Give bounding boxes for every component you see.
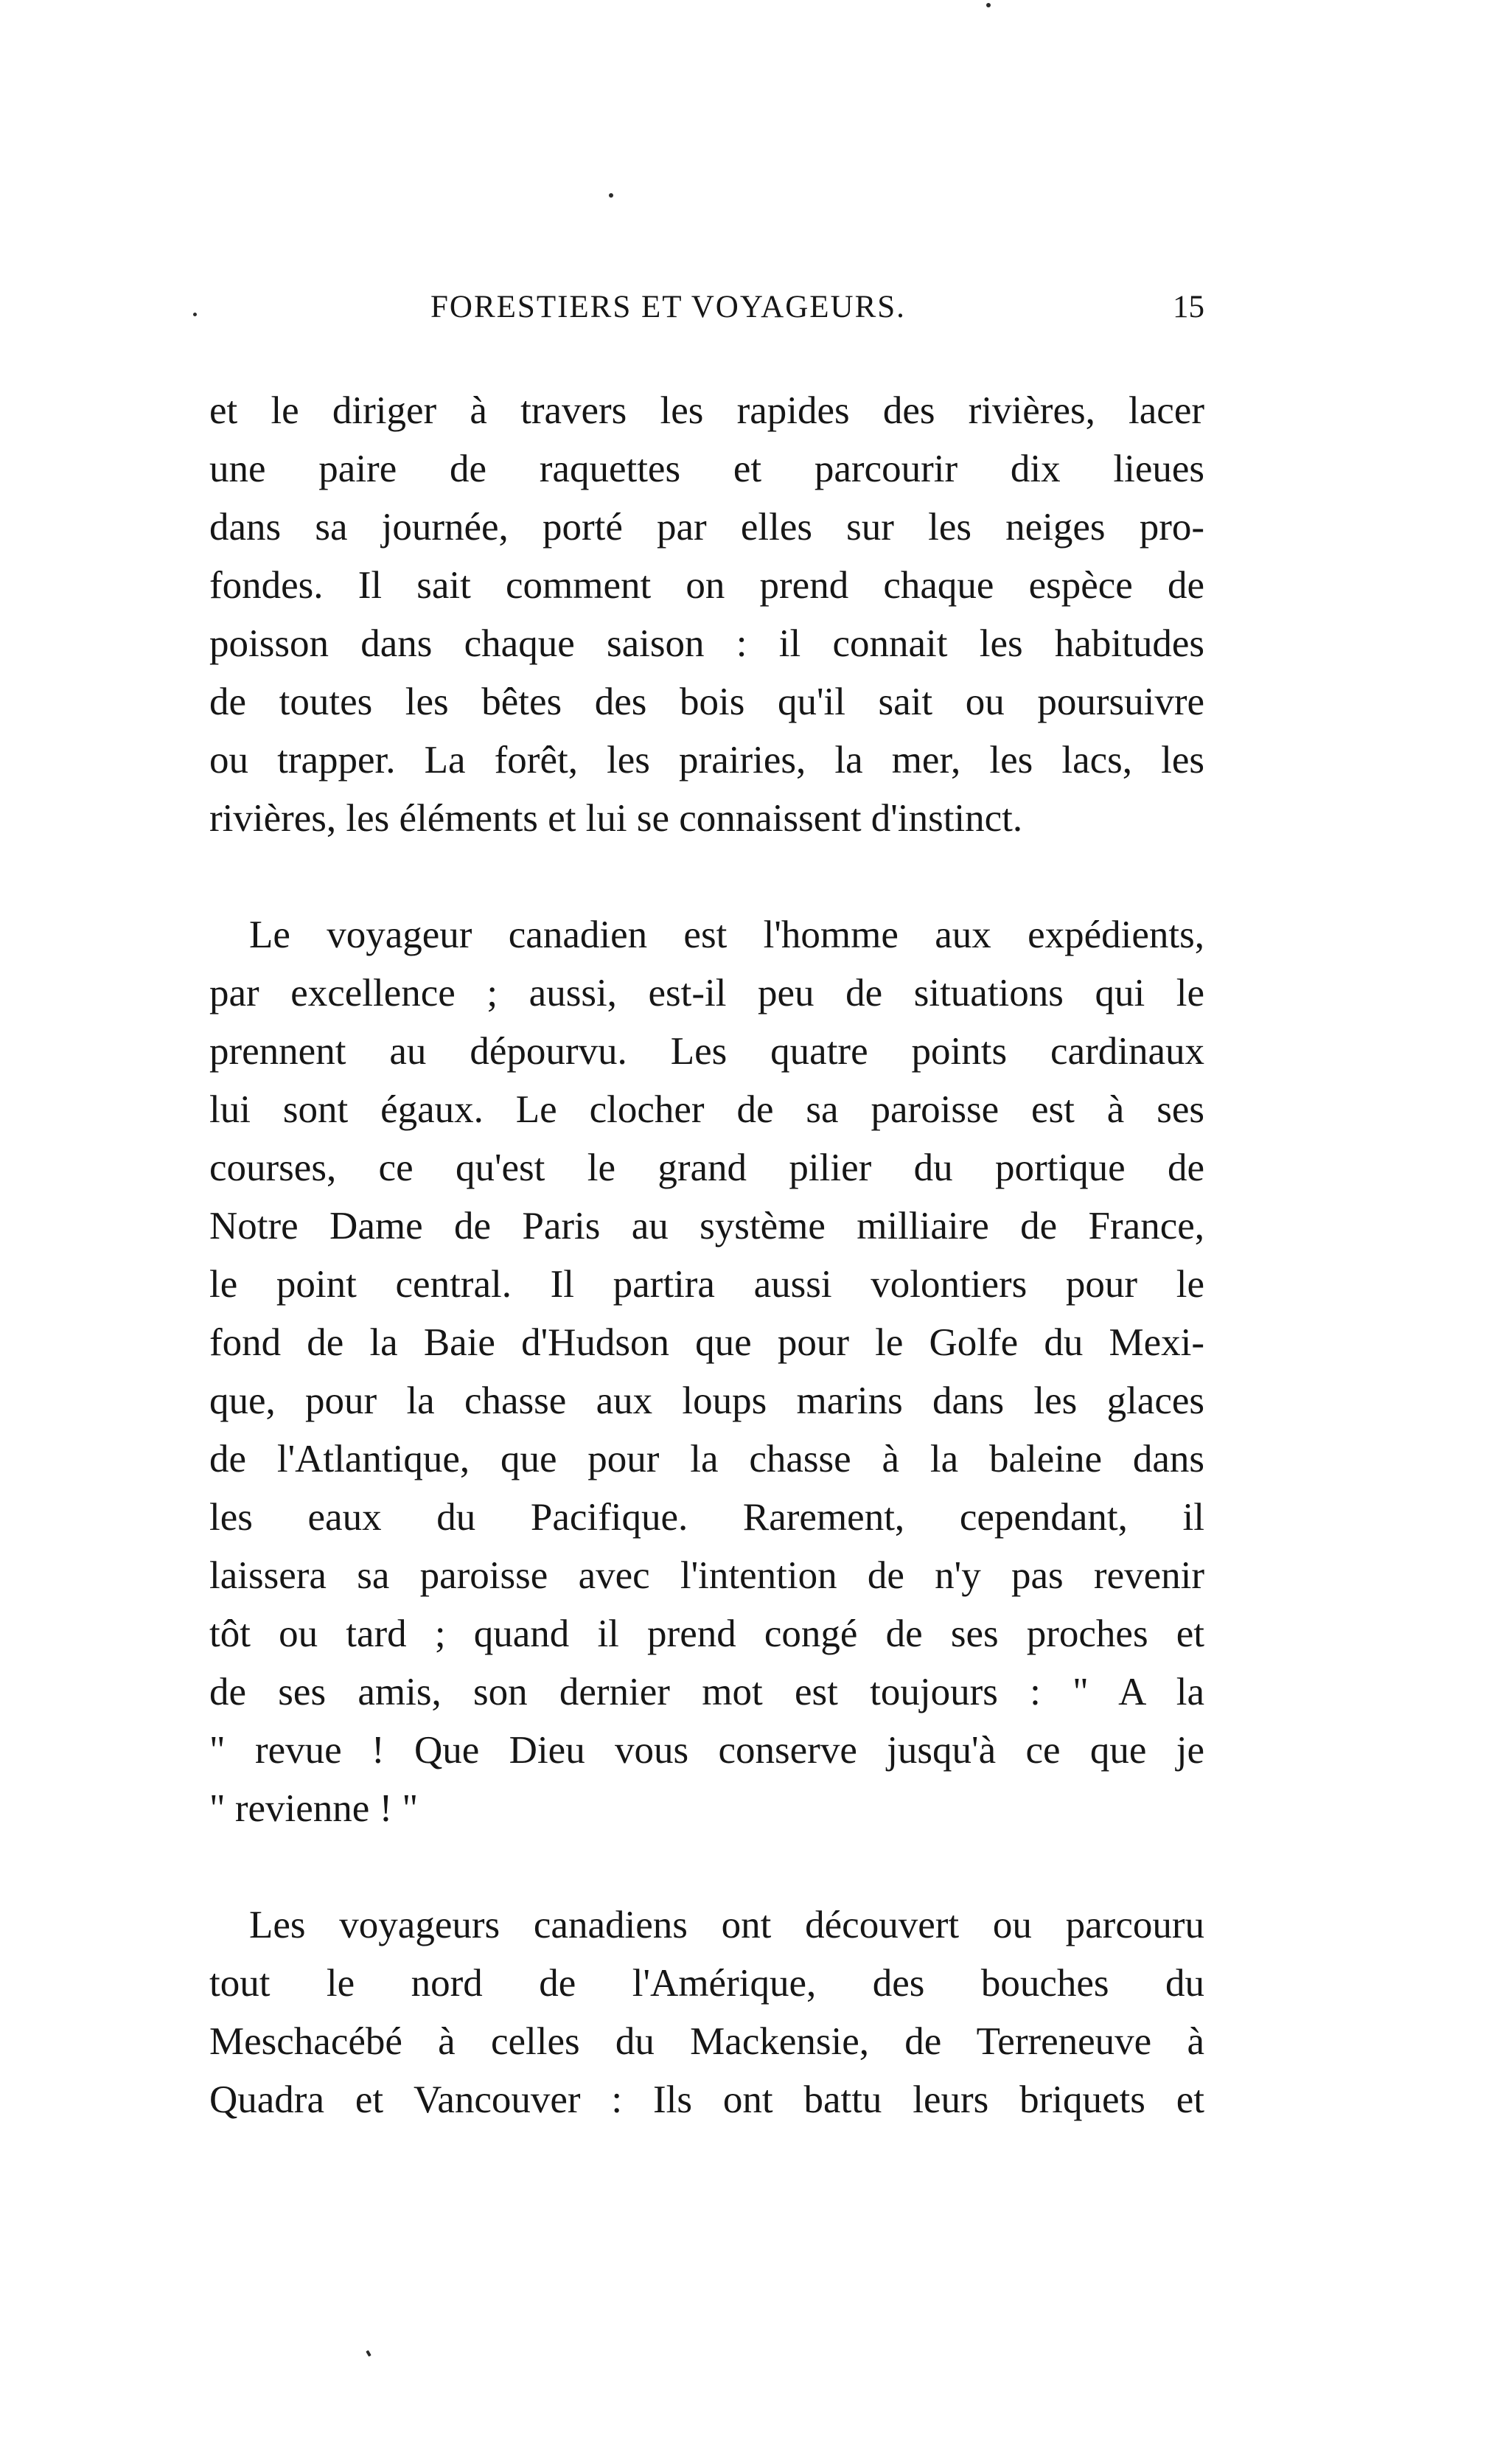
text-line: " revue ! Que Dieu vous conserve jusqu'à ce que je bbox=[209, 1729, 1204, 1772]
running-title: FORESTIERS ET VOYAGEURS. bbox=[430, 290, 906, 324]
text-line: poisson dans chaque saison : il connait les habitudes bbox=[209, 622, 1204, 665]
text-line: tôt ou tard ; quand il prend congé de ses proches et bbox=[209, 1612, 1204, 1655]
page-header bbox=[209, 289, 1204, 341]
speck-mark bbox=[986, 3, 991, 7]
text-line: Meschacébé à celles du Mackensie, de Terreneuve à bbox=[209, 2020, 1204, 2063]
text-line: tout le nord de l'Amérique, des bouches du bbox=[209, 1962, 1204, 2005]
text-line: Notre Dame de Paris au système milliaire de France, bbox=[209, 1205, 1204, 1247]
text-line: de ses amis, son dernier mot est toujours : " A la bbox=[209, 1671, 1204, 1713]
text-line: et le diriger à travers les rapides des rivières, lacer bbox=[209, 389, 1204, 432]
text-line: courses, ce qu'est le grand pilier du portique de bbox=[209, 1146, 1204, 1189]
text-line: que, pour la chasse aux loups marins dans les glaces bbox=[209, 1379, 1204, 1422]
text-line: prennent au dépourvu. Les quatre points cardinaux bbox=[209, 1030, 1204, 1073]
text-line: ou trapper. La forêt, les prairies, la mer, les lacs, les bbox=[209, 739, 1204, 782]
text-line: Les voyageurs canadiens ont découvert ou parcouru bbox=[249, 1904, 1204, 1946]
text-line: les eaux du Pacifique. Rarement, cependant, il bbox=[209, 1496, 1204, 1539]
text-line: Le voyageur canadien est l'homme aux expédients, bbox=[249, 913, 1204, 956]
text-line: le point central. Il partira aussi volontiers pour le bbox=[209, 1263, 1204, 1306]
speck-mark bbox=[193, 313, 197, 316]
text-line: " revienne ! " bbox=[209, 1787, 419, 1830]
text-line: une paire de raquettes et parcourir dix lieues bbox=[209, 448, 1204, 490]
speck-mark bbox=[366, 2350, 371, 2357]
text-line: fond de la Baie d'Hudson que pour le Golfe du Mexi- bbox=[209, 1321, 1204, 1364]
text-line: laissera sa paroisse avec l'intention de n'y pas revenir bbox=[209, 1554, 1204, 1597]
text-line: de l'Atlantique, que pour la chasse à la baleine dans bbox=[209, 1438, 1204, 1480]
text-line: rivières, les éléments et lui se connaissent d'instinct. bbox=[209, 797, 1023, 840]
speck-mark bbox=[609, 193, 613, 198]
text-line: fondes. Il sait comment on prend chaque espèce de bbox=[209, 564, 1204, 607]
text-line: lui sont égaux. Le clocher de sa paroisse est à ses bbox=[209, 1088, 1204, 1131]
text-line: dans sa journée, porté par elles sur les neiges pro- bbox=[209, 506, 1204, 549]
page-number: 15 bbox=[1173, 290, 1204, 324]
text-line: par excellence ; aussi, est-il peu de situations qui le bbox=[209, 972, 1204, 1015]
text-line: Quadra et Vancouver : Ils ont battu leurs briquets et bbox=[209, 2078, 1204, 2121]
text-line: de toutes les bêtes des bois qu'il sait ou poursuivre bbox=[209, 681, 1204, 723]
